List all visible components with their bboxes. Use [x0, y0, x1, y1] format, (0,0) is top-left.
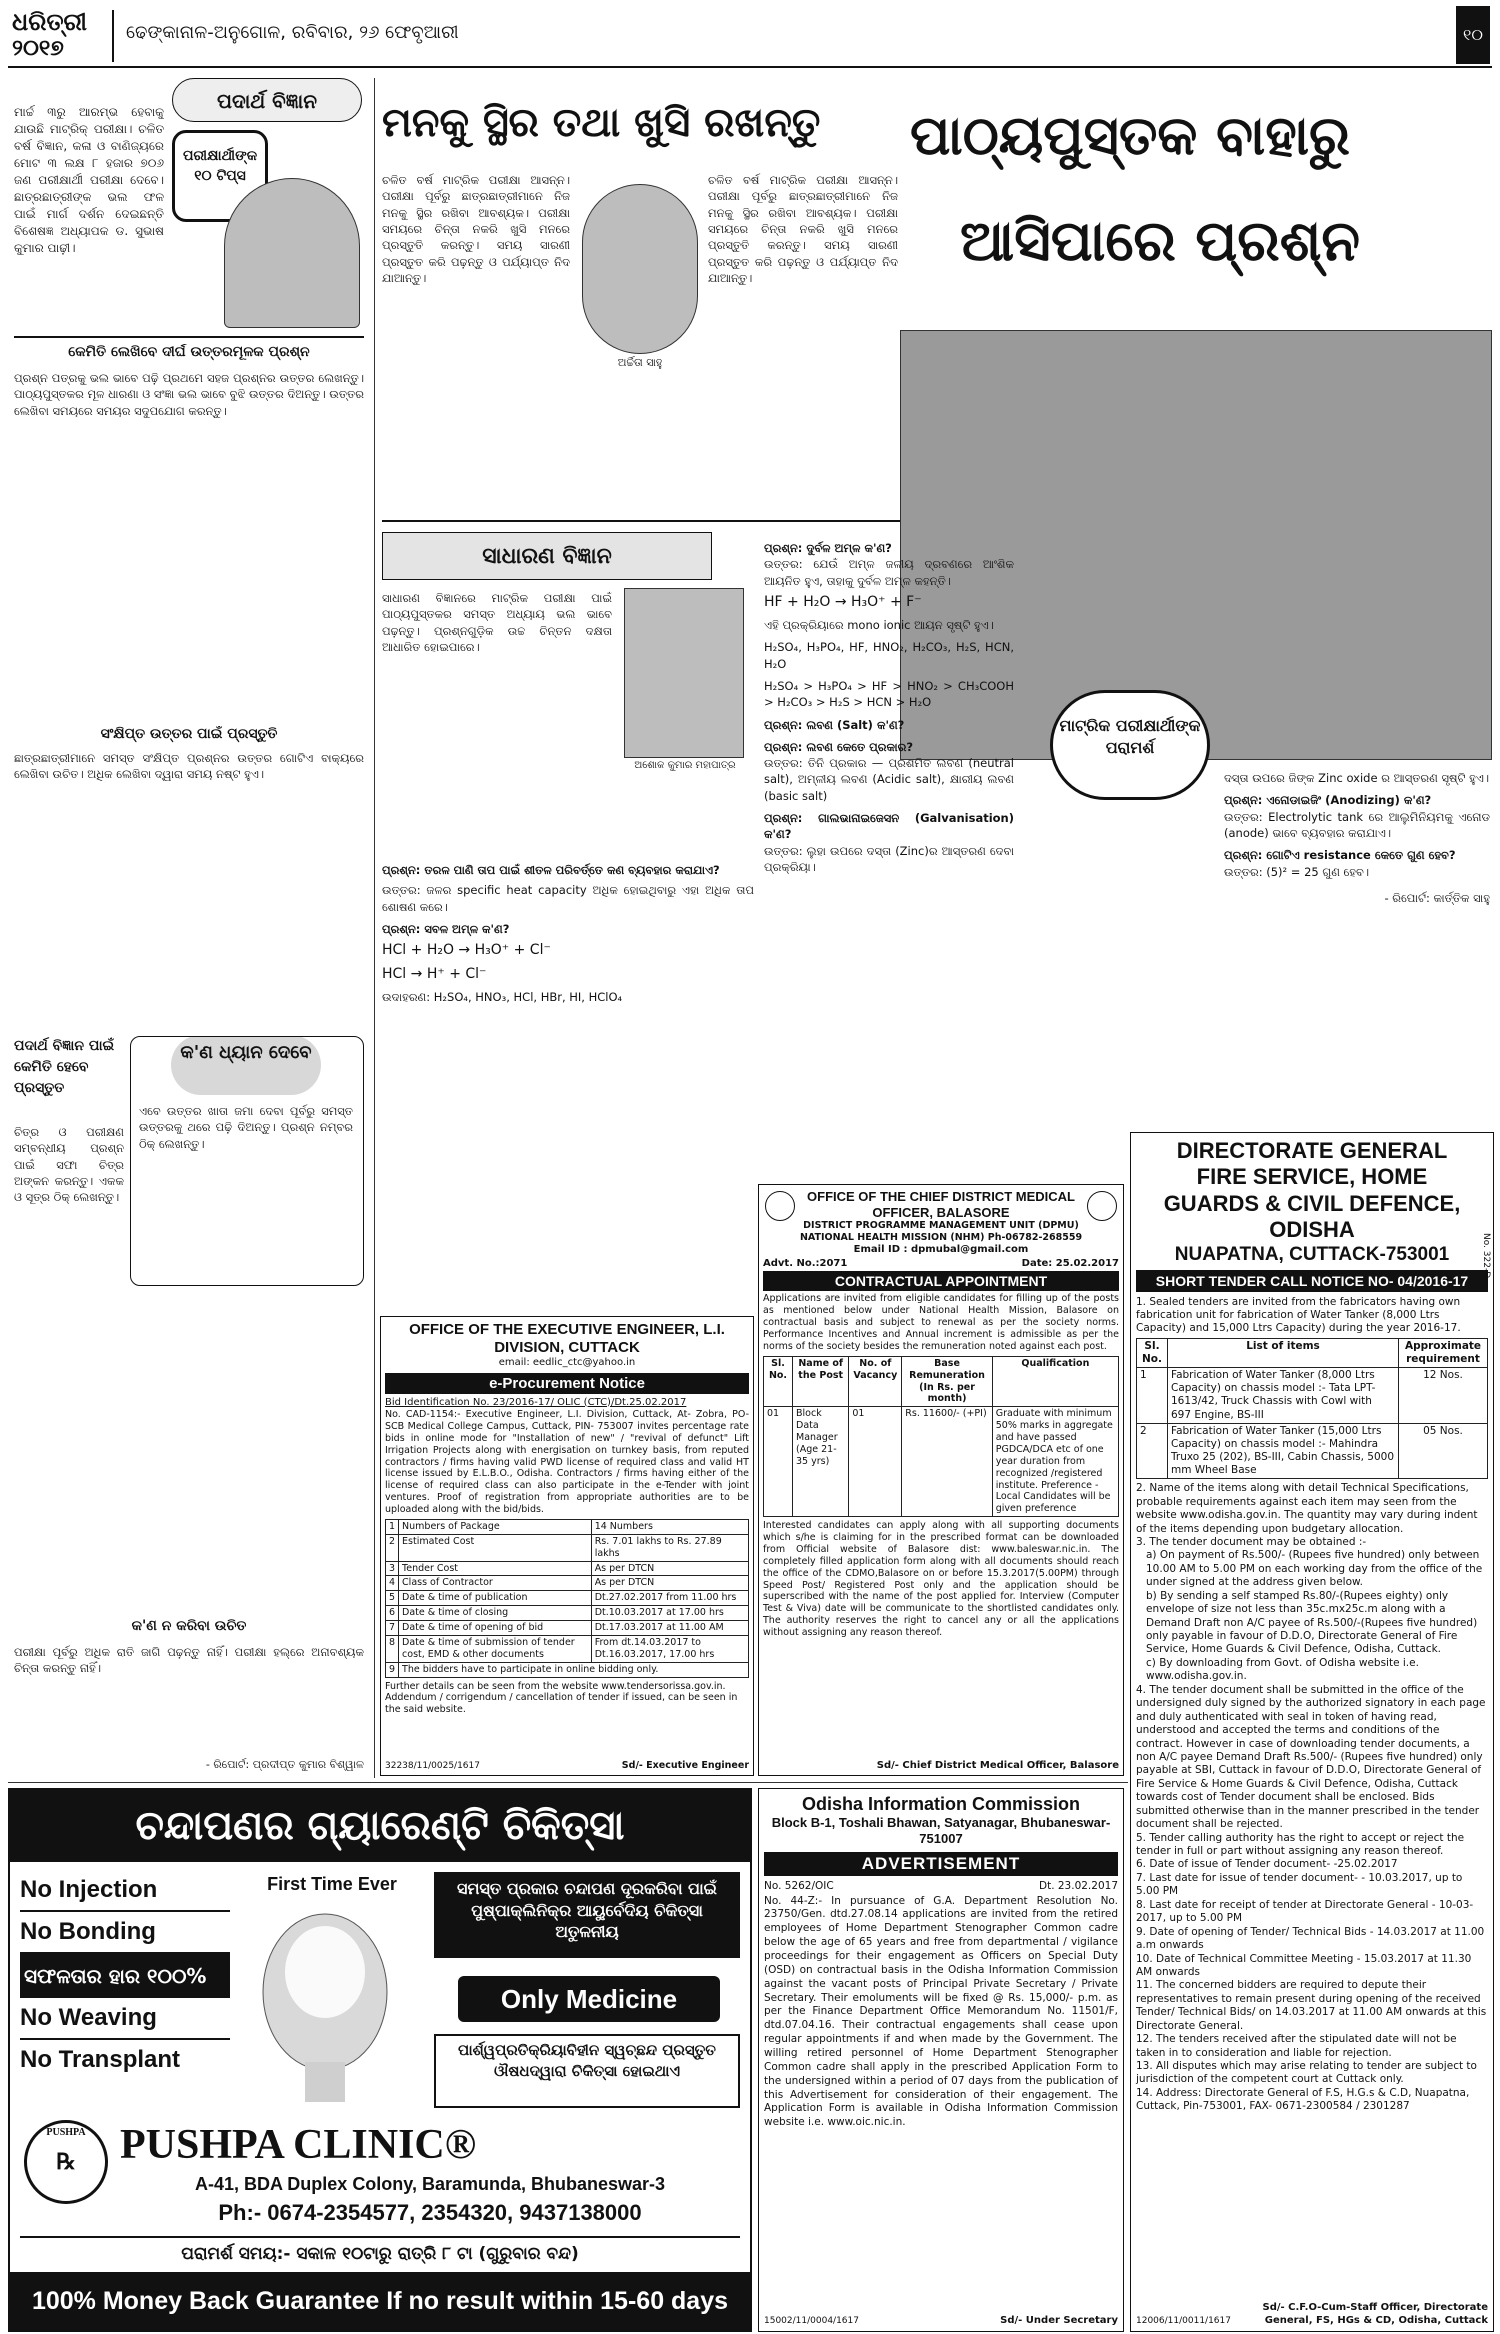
- reporter-left: - ରିପୋର୍ଟ: ପ୍ରଦୀପ୍ତ କୁମାର ବିଶ୍ୱାଳ: [205, 1758, 364, 1771]
- section-tag-physics: [172, 78, 362, 122]
- pushpa-phone: Ph:- 0674-2354577, 2354320, 9437138000: [218, 2200, 642, 2225]
- cdmo-email: Email ID : dpmubal@gmail.com: [853, 1243, 1029, 1255]
- cell: The bidders have to participate in online bidding only.: [399, 1662, 749, 1677]
- main-headline-line1: ପାଠ୍ୟପୁସ୍ତକ ବାହାରୁ: [910, 104, 1350, 167]
- ad-oic: [758, 1788, 1124, 2332]
- table-header: [1137, 1338, 1488, 1367]
- li-title: OFFICE OF THE EXECUTIVE ENGINEER, L.I. DIVISION, CUTTACK: [409, 1321, 725, 1356]
- cell: 2: [1137, 1423, 1168, 1479]
- subhead-short-answer: ସଂକ୍ଷିପ୍ତ ଉତ୍ତର ପାଇଁ ପ୍ରସ୍ତୁତି: [100, 726, 278, 742]
- chem-b-q1: ପ୍ରଶ୍ନ: ଏନୋଡାଇଜିଂ (Anodizing) କ'ଣ?: [1224, 793, 1432, 808]
- page-number: ୧୦: [1463, 25, 1483, 44]
- science-qa-block: [382, 862, 754, 1352]
- science-a1: ଉତ୍ତର: ଜଳର specific heat capacity ଅଧିକ ହୋଇଥିବାରୁ ଏହା ଅଧିକ ତାପ ଶୋଷଣ କରେ।: [382, 883, 754, 914]
- table-row: [764, 1407, 1119, 1517]
- cdmo-table: [763, 1356, 1119, 1517]
- no-transplant-label: No Transplant: [20, 2046, 181, 2073]
- no-weaving-label: No Weaving: [20, 1998, 230, 2040]
- science-intro: ସାଧାରଣ ବିଜ୍ଞାନରେ ମାଟ୍ରିକ ପରୀକ୍ଷା ପାଇଁ ପାଠ୍ୟପୁସ୍ତକର ସମସ୍ତ ଅଧ୍ୟାୟ ଭଲ ଭାବେ ପଢ଼ନ୍ତୁ। ପ୍ରଶ୍ନଗୁଡ଼ିକ ଉଚ୍ଚ ଚିନ୍ତନ ଦକ୍ଷତା ଆଧାରିତ ହୋଇପାରେ।: [382, 591, 612, 654]
- pushpa-logo-text: PUSHPA: [46, 2127, 86, 2138]
- science-eq2: HCl → H⁺ + Cl⁻: [382, 966, 487, 983]
- cell: 9: [386, 1662, 399, 1677]
- chem-order: H₂SO₄ > H₃PO₄ > HF > HNO₂ > CH₃COOH > H₂CO₃ > H₂S > HCN > H₂O: [764, 678, 1014, 710]
- li-bid-id: Bid Identification No. 23/2016-17/ OLIC (CTC)/Dt.25.02.2017: [385, 1396, 687, 1408]
- cell: Dt.17.03.2017 at 11.00 AM: [591, 1621, 748, 1636]
- li-ref: 32238/11/0025/1617: [385, 1760, 480, 1771]
- chem-a4: ଉତ୍ତର: ଲୁହା ଉପରେ ଦସ୍ତା (Zinc)ର ଆସ୍ତରଣ ଦେବା ପ୍ରକ୍ରିୟା।: [764, 843, 1014, 875]
- col-header: List of items: [1168, 1338, 1399, 1367]
- attention-box: [130, 1036, 364, 1286]
- cell: 1: [386, 1519, 399, 1534]
- fire-point: 8. Last date for receipt of tender at Directorate General - 10-03-2017, up to 5.00 PM: [1136, 1898, 1474, 1925]
- pushpa-address: A-41, BDA Duplex Colony, Baramunda, Bhubaneswar-3: [194, 2174, 666, 2194]
- chem-b1: ଦସ୍ତା ଉପରେ ଜିଙ୍କ Zinc oxide ର ଆସ୍ତରଣ ସୃଷ୍ଟି ହୁଏ।: [1224, 771, 1490, 785]
- table-row: [386, 1534, 749, 1561]
- para-short-answer: ଛାତ୍ରଛାତ୍ରୀମାନେ ସମସ୍ତ ସଂକ୍ଷିପ୍ତ ପ୍ରଶ୍ନର ଉତ୍ତର ଗୋଟିଏ ବାକ୍ୟରେ ଲେଖିବା ଉଚିତ। ଅଧିକ ଲେଖିବା ଦ୍ୱାରା ସମୟ ନଷ୍ଟ ହୁଏ।: [14, 751, 364, 782]
- cell: Block Data Manager (Age 21-35 yrs): [793, 1407, 849, 1517]
- fire-point: 10. Date of Technical Committee Meeting - 15.03.2017 at 11.30 AM onwards: [1136, 1952, 1472, 1978]
- fire-side-code: No. 322-D: [1481, 1233, 1491, 1279]
- cell: 14 Numbers: [591, 1519, 748, 1534]
- fire-table: [1136, 1338, 1488, 1479]
- cell: 01: [849, 1407, 902, 1517]
- oic-address: Block B-1, Toshali Bhawan, Satyanagar, Bhubaneswar-751007: [771, 1815, 1111, 1847]
- cell: 7: [386, 1621, 399, 1636]
- left-column: [14, 78, 366, 1778]
- date-line: ଢେଙ୍କାନାଳ-ଅନୁଗୋଳ, ରବିବାର, ୨୬ ଫେବୃଆରୀ: [126, 22, 459, 43]
- cell: Fabrication of Water Tanker (15,000 Ltrs Capacity) on chassis model :- Mahindra Truxo 25 (202), BS-III, Cabin Chassis, 5000 mm Wheel Base: [1168, 1423, 1399, 1479]
- pushpa-logo: [24, 2120, 108, 2204]
- cell: Rs. 7.01 lakhs to Rs. 27.89 lakhs: [591, 1534, 748, 1561]
- cell: As per DTCN: [591, 1576, 748, 1591]
- oic-ref: 15002/11/0004/1617: [764, 2315, 859, 2326]
- chem-a3: ଉତ୍ତର: ତିନି ପ୍ରକାର — ପ୍ରଶମିତ ଲବଣ (neutral salt), ଅମ୍ଳୀୟ ଲବଣ (Acidic salt), କ୍ଷାରୀୟ ଲବଣ (basic salt): [764, 756, 1014, 803]
- no-bonding-label: No Bonding: [20, 1912, 230, 1954]
- fire-point: a) On payment of Rs.500/- (Rupees five hundred) only between 10.00 AM to 5.00 PM on each working day from the office of the under signed at the address given below.: [1146, 1549, 1483, 1589]
- col-header: Base Remuneration (In Rs. per month): [902, 1356, 992, 1407]
- science-a2: ଉଦାହରଣ: H₂SO₄, HNO₃, HCl, HBr, HI, HClO₄: [382, 990, 623, 1005]
- science-tag-label: ସାଧାରଣ ବିଜ୍ଞାନ: [482, 544, 612, 569]
- cdmo-body: Interested candidates can apply along with all supporting documents which s/he is claiming for in the prescribed format can be downloaded from Official website of Balasore dist: www.baleswar.nic.in. The completely filled application form along with all documents should reach the office of the CDMO,Balasore on or before 15.3.2017(5.00PM) through Speed Post/ Registered Post only and the application should be superscribed with the name of the post applied for. Interview (Computer Test & Viva) date will be communicate to the shortlisted candidates only. The authority reserves the right to cancel any or all the applications without assigning any reason thereof.: [763, 1520, 1119, 1639]
- cell: 1: [1137, 1368, 1168, 1424]
- middle-body-right: ଚଳିତ ବର୍ଷ ମାଟ୍ରିକ ପରୀକ୍ଷା ଆସନ୍ନ। ପରୀକ୍ଷା ପୂର୍ବରୁ ଛାତ୍ରଛାତ୍ରୀମାନେ ନିଜ ମନକୁ ସ୍ଥିର ରଖିବା ଆବଶ୍ୟକ। ପରୀକ୍ଷା ସମୟରେ ଚିନ୍ତା ନକରି ଖୁସି ମନରେ ପ୍ରସ୍ତୁତି କରନ୍ତୁ। ସମୟ ସାରଣୀ ପ୍ରସ୍ତୁତ କରି ପଢ଼ନ୍ତୁ ଓ ପର୍ଯ୍ୟାପ୍ତ ନିଦ ଯାଆନ୍ତୁ।: [708, 173, 898, 285]
- fire-point: 13. All disputes which may arise relating to tender are subject to jurisdiction of the competent court at Cuttack only.: [1136, 2060, 1477, 2086]
- cdmo-sign: Sd/- Chief District Medical Officer, Balasore: [876, 1759, 1119, 1771]
- li-email: email: eedlic_ctc@yahoo.in: [498, 1357, 636, 1368]
- science-eq1: HCl + H₂O → H₃O⁺ + Cl⁻: [382, 942, 551, 959]
- cell: Fabrication of Water Tanker (8,000 Ltrs Capacity) on chassis model :- Tata LPT-1613/42, Truck Chassis with Cowl with 697 Engine, BS-III: [1168, 1368, 1399, 1424]
- emblem-left-icon: [765, 1191, 795, 1221]
- ad-li-division: [380, 1316, 754, 1776]
- fire-point: 12. The tenders received after the stipulated date will not be taken in to consideration and liable for rejection.: [1136, 2033, 1457, 2059]
- science-author-photo: [624, 588, 744, 758]
- cdmo-title: OFFICE OF THE CHIEF DISTRICT MEDICAL OFFICER, BALASORE: [807, 1189, 1075, 1220]
- pushpa-headline: ଚନ୍ଦାପଣର ଗ୍ୟାରେଣ୍ଟି ଚିକିତ୍ସା: [10, 1790, 750, 1862]
- cell: 05 Nos.: [1399, 1423, 1488, 1479]
- page-number-tab: [1456, 6, 1490, 64]
- para-dont: ପରୀକ୍ଷା ପୂର୍ବରୁ ଅଧିକ ରାତି ଜାଗି ପଢ଼ନ୍ତୁ ନାହିଁ। ପରୀକ୍ଷା ହଲ୍‌ରେ ଅନାବଶ୍ୟକ ଚିନ୍ତା କରନ୍ତୁ ନାହିଁ।: [14, 1645, 364, 1676]
- fire-point: 3. The tender document may be obtained :-: [1136, 1535, 1367, 1548]
- chem-a1: ଉତ୍ତର: ଯେଉଁ ଅମ୍ଳ ଜଳୀୟ ଦ୍ରବଣରେ ଆଂଶିକ ଆୟନିତ ହୁଏ, ତାହାକୁ ଦୁର୍ବଳ ଅମ୍ଳ କହନ୍ତି।: [764, 557, 1014, 588]
- table-row: [386, 1606, 749, 1621]
- ad-pushpa-clinic: [8, 1788, 752, 2332]
- para-diagrams: ଚିତ୍ର ଓ ପରୀକ୍ଷଣ ସମ୍ବନ୍ଧୀୟ ପ୍ରଶ୍ନ ପାଇଁ ସଫା ଚିତ୍ର ଅଙ୍କନ କରନ୍ତୁ। ଏକକ ଓ ସୂତ୍ର ଠିକ୍ ଲେଖନ୍ତୁ।: [14, 1125, 124, 1205]
- cell: Class of Contractor: [399, 1576, 592, 1591]
- fire-title: DIRECTORATE GENERAL FIRE SERVICE, HOME GUARDS & CIVIL DEFENCE, ODISHA: [1163, 1138, 1461, 1243]
- chem-q1: ପ୍ରଶ୍ନ: ଦୁର୍ବଳ ଅମ୍ଳ କ'ଣ?: [764, 541, 892, 555]
- pushpa-timing: ପରାମର୍ଶ ସମୟ:- ସକାଳ ୧୦ଟାରୁ ରାତ୍ରି ୮ ଟା (ଗୁରୁବାର ବନ୍ଦ): [20, 2236, 740, 2268]
- cell: Numbers of Package: [399, 1519, 592, 1534]
- col-header: Approximate requirement: [1399, 1338, 1488, 1367]
- science-photo-caption: ଅଶୋକ କୁମାର ମହାପାତ୍ର: [634, 760, 736, 771]
- fire-point: 4. The tender document shall be submitted in the office of the undersigned duly signed by the authorized signatory in each page and duly authenticated with seal in token of having read, understood and accepted the terms and conditions of the contract. However in case of downloading tender documents, a non A/C payee Demand Draft Rs.500/- (Rupees five hundred) only payable at SBI, Cuttack in favour of D.D.O, Directorate General of Fire Service & Home Guards & Civil Defence, Odisha, Cuttack towards cost of Tender document shall be enclosed. Bids submitted otherwise than in the manner prescribed in the tender document shall be rejected.: [1136, 1683, 1486, 1831]
- author-photo: [224, 178, 360, 328]
- tips-badge-label: ପରୀକ୍ଷାର୍ଥୀଙ୍କ ୧୦ ଟିପ୍ସ: [182, 148, 258, 184]
- cell: 4: [386, 1576, 399, 1591]
- col-header: Name of the Post: [793, 1356, 849, 1407]
- col-header: Qualification: [992, 1356, 1118, 1407]
- fire-points: [1136, 1482, 1488, 2114]
- oic-body: No. 44-Z:- In pursuance of G.A. Department Resolution No. 23750/Gen. dtd.27.08.14 applications are invited from the retired employees of Home Department Stenographer Common cadre below the age of 65 years and free from departmental / vigilance proceedings for their engagement as Officers on Special Duty (OSD) on contractual basis in the Odisha Information Commission against the vacant posts of Principal Private Secretary / Private Secretary. Their emoluments will be fixed @ Rs. 15,000/- p.m. as per the Finance Department Office Memorandum No. 11501/F, dtd.07.04.16. Their contractual engagements shall cease upon regular appointments if and when made by the Government. The willing retired personnel of Home Department Stenographer Common cadre shall apply in the prescribed Application Form to the undersigned within a period of 07 days from the publication of this Advertisement for consideration of their engagement. The Application Form is available in Odisha Information Commission website i.e. www.oic.nic.in.: [764, 1894, 1118, 2129]
- cdmo-intro: Applications are invited from eligible candidates for filling up of the posts as mentioned below under National Health Mission, Balasore on contractual basis and subject to renewal as per the society norms. Performance Incentives and Annual increment is admissible as per the norms of the society besides the remuneration noted against each post.: [763, 1293, 1119, 1352]
- col-header: Sl. No.: [1137, 1338, 1168, 1367]
- fire-point: c) By downloading from Govt. of Odisha website i.e. www.odisha.gov.in.: [1146, 1656, 1419, 1683]
- section-tag-label: ପଦାର୍ଥ ବିଜ୍ଞାନ: [216, 89, 317, 113]
- sidebar-heading: ପଦାର୍ଥ ବିଜ୍ଞାନ ପାଇଁ କେମିତି ହେବେ ପ୍ରସ୍ତୁତ: [14, 1038, 115, 1096]
- middle-headline: ମନକୁ ସ୍ଥିର ତଥା ଖୁସି ରଖନ୍ତୁ: [382, 100, 821, 146]
- para-long-answer: ପ୍ରଶ୍ନ ପତ୍ରକୁ ଭଲ ଭାବେ ପଢ଼ି ପ୍ରଥମେ ସହଜ ପ୍ରଶ୍ନର ଉତ୍ତର ଲେଖନ୍ତୁ। ପାଠ୍ୟପୁସ୍ତକର ମୂଳ ଧାରଣା ଓ ସଂଜ୍ଞା ଭଲ ଭାବେ ବୁଝି ଉତ୍ତର ଦିଅନ୍ତୁ। ଉତ୍ତର ଲେଖିବା ସମୟରେ ସମୟର ସଦୁପଯୋଗ କରନ୍ତୁ।: [14, 371, 364, 418]
- only-medicine-label: Only Medicine: [458, 1976, 720, 2022]
- fire-point: 7. Last date for issue of tender document- - 10.03.2017, up to 5.00 PM: [1136, 1871, 1463, 1898]
- table-row: [386, 1662, 749, 1677]
- col-header: Sl. No.: [764, 1356, 793, 1407]
- li-table: [385, 1519, 749, 1678]
- cell: Date & time of opening of bid: [399, 1621, 592, 1636]
- fire-point: 2. Name of the items along with detail Technical Specifications, probable requirements against each item may seen from the website www.odisha.gov.in. The quantity may vary during indent of the items depending upon budgetary allocation.: [1136, 1482, 1478, 1535]
- fire-bar: SHORT TENDER CALL NOTICE NO- 04/2016-17: [1136, 1270, 1488, 1292]
- li-body: No. CAD-1154:- Executive Engineer, L.I. Division, Cuttack, At- Zobra, PO- SCB Medical College Campus, Cuttack, PIN- 753007 invites percentage rate bids in online mode for "Installation of new" / "revival of defunct" Lift Irrigation Projects along with energisation on turnkey basis, from reputed contractors / firms having valid PWD license of required class and valid HT license issued by E.L.B.O., Odisha. Contractors / firms having either of the license of required class can also participate in the e-Tender with joint ventures. Proof of registration from appropriate authorities are to be uploaded along with the bid/bids.: [385, 1409, 749, 1515]
- pushpa-description: ସମସ୍ତ ପ୍ରକାର ଚନ୍ଦାପଣ ଦୂରକରିବା ପାଇଁ ପୁଷ୍ପାକ୍ଲିନିକ୍‌ର ଆୟୁର୍ବେଦିୟ ଚିକିତ୍ସା ଅତୁଳନୀୟ: [434, 1872, 740, 1958]
- table-row: [386, 1576, 749, 1591]
- fire-point: 11. The concerned bidders are required to depute their representatives to remain present during opening of the received Tender/ Technical Bids/ on 14.03.2017 at 11.00 AM onwards at this Directorate General.: [1136, 1979, 1487, 2032]
- brand-name: ଧରିତ୍ରୀ: [12, 8, 87, 36]
- fire-point: 14. Address: Directorate General of F.S, H.G.s & C.D, Nuapatna, Cuttack, Pin-753001, FAX- 0671-2300584 / 2301287: [1136, 2086, 1470, 2113]
- fire-point: 5. Tender calling authority has the right to accept or reject the tender in full or part without assigning any reason thereof.: [1136, 1831, 1465, 1857]
- li-footer: Further details can be seen from the website www.tendersorissa.gov.in. Addendum / corrigendum / cancellation of tender if issued, can be seen in the said website.: [385, 1680, 738, 1716]
- science-q1: ପ୍ରଶ୍ନ: ତରଳ ପାଣି ତାପ ପାଇଁ ଶୀତଳ ପରିବର୍ତ୍ତେ କଣ ବ୍ୟବହାର କରାଯାଏ?: [382, 863, 720, 877]
- oic-no: No. 5262/OIC: [764, 1879, 834, 1892]
- pushpa-side-note: ପାର୍ଶ୍ୱପ୍ରତିକ୍ରିୟାବିହୀନ ସ୍ୱଚ୍ଛନ୍ଦ ପ୍ରସ୍ତୁତ ଔଷଧଦ୍ୱାରା ଚିକିତ୍ସା ହୋଇଥାଏ: [434, 2034, 740, 2108]
- fire-point: b) By sending a self stamped Rs.80/-(Rupees eighty) only envelope of size not less than 35c.mx25c.m along with a Demand Draft non A/C payee of Rs.500/-(Rupees five hundred) only payable in favour of D.D.O, Directorate General of Fire Service, Home Guards & Civil Defence, Odisha, Cuttack.: [1146, 1589, 1478, 1656]
- middle-body-left: ଚଳିତ ବର୍ଷ ମାଟ୍ରିକ ପରୀକ୍ଷା ଆସନ୍ନ। ପରୀକ୍ଷା ପୂର୍ବରୁ ଛାତ୍ରଛାତ୍ରୀମାନେ ନିଜ ମନକୁ ସ୍ଥିର ରଖିବା ଆବଶ୍ୟକ। ପରୀକ୍ଷା ସମୟରେ ଚିନ୍ତା ନକରି ଖୁସି ମନରେ ପ୍ରସ୍ତୁତି କରନ୍ତୁ। ସମୟ ସାରଣୀ ପ୍ରସ୍ତୁତ କରି ପଢ଼ନ୍ତୁ ଓ ପର୍ଯ୍ୟାପ୍ତ ନିଦ ଯାଆନ୍ତୁ।: [382, 173, 570, 285]
- cell: 01: [764, 1407, 793, 1517]
- attention-text: ଏବେ ଉତ୍ତର ଖାତା ଜମା ଦେବା ପୂର୍ବରୁ ସମସ୍ତ ଉତ୍ତରକୁ ଥରେ ପଢ଼ି ଦିଅନ୍ତୁ। ପ୍ରଶ୍ନ ନମ୍ବର ଠିକ୍ ଲେଖନ୍ତୁ।: [139, 1104, 353, 1151]
- table-row: [386, 1591, 749, 1606]
- ad-fire-service: [1130, 1132, 1494, 2332]
- chemistry-col-b: [1224, 770, 1490, 1130]
- table-row: [386, 1519, 749, 1534]
- chem-a1b: ଏହି ପ୍ରକ୍ରିୟାରେ mono ionic ଆୟନ ସୃଷ୍ଟି ହୁଏ।: [764, 617, 994, 632]
- cell: Rs. 11600/- (+PI): [902, 1407, 992, 1517]
- masthead: [8, 6, 1492, 68]
- table-row: [1137, 1368, 1488, 1424]
- middle-photo-caption: ଅର୍ଚ୍ଚିତା ସାହୁ: [617, 356, 663, 369]
- attention-badge: କ'ଣ ଧ୍ୟାନ ଦେବେ: [171, 1036, 321, 1095]
- money-back-guarantee: 100% Money Back Guarantee If no result within 15-60 days: [10, 2272, 750, 2330]
- fire-intro: 1. Sealed tenders are invited from the fabricators having own fabrication unit for fabrication of Water Tanker (8,000 Ltrs Capacity) and 15,000 Ltrs Capacity) during the year 2016-17.: [1136, 1295, 1461, 1334]
- oic-sign: Sd/- Under Secretary: [1000, 2314, 1118, 2326]
- brand-year: ୨୦୧୭: [12, 36, 64, 61]
- chem-q4: ପ୍ରଶ୍ନ: ଗାଲଭାନାଇଜେସନ (Galvanisation) କ'ଣ?: [764, 811, 1014, 842]
- table-row: [386, 1561, 749, 1576]
- cell: 2: [386, 1534, 399, 1561]
- cell: Date & time of submission of tender cost, EMD & other documents: [399, 1635, 592, 1662]
- fire-point: 6. Date of issue of Tender document- -25.02.2017: [1136, 1858, 1398, 1871]
- cell: Dt.27.02.2017 from 11.00 hrs: [591, 1591, 748, 1606]
- table-header: [764, 1356, 1119, 1407]
- pushpa-left-list: [20, 1870, 230, 2110]
- cell: Tender Cost: [399, 1561, 592, 1576]
- oic-bar: ADVERTISEMENT: [764, 1852, 1118, 1876]
- matric-badge-label: ମାଟ୍ରିକ ପରୀକ୍ଷାର୍ଥୀଙ୍କ ପରାମର୍ଶ: [1059, 716, 1201, 758]
- chem-q3: ପ୍ରଶ୍ନ: ଲବଣ କେତେ ପ୍ରକାର?: [764, 739, 913, 754]
- chem-eq1: HF + H₂O → H₃O⁺ + F⁻: [764, 593, 922, 610]
- cdmo-subtitle: DISTRICT PROGRAMME MANAGEMENT UNIT (DPMU) NATIONAL HEALTH MISSION (NHM) Ph-06782-268559: [799, 1220, 1083, 1244]
- cell: As per DTCN: [591, 1561, 748, 1576]
- col-header: No. of Vacancy: [849, 1356, 902, 1407]
- main-headline-line2: ଆସିପାରେ ପ୍ରଶ୍ନ: [960, 209, 1360, 274]
- ad-cdmo-balasore: [758, 1184, 1124, 1776]
- cell: 12 Nos.: [1399, 1368, 1488, 1424]
- head-silhouette-icon: [250, 1902, 400, 2102]
- cell: 5: [386, 1591, 399, 1606]
- success-rate-label: ସଫଳତାର ହାର ୧୦୦%: [20, 1954, 230, 1998]
- chemistry-col-a: [764, 540, 1014, 1200]
- table-row: [1137, 1423, 1488, 1479]
- emblem-right-icon: [1087, 1191, 1117, 1221]
- cdmo-advt-no: Advt. No.:2071: [763, 1258, 848, 1270]
- table-row: [386, 1621, 749, 1636]
- no-injection-label: No Injection: [20, 1870, 230, 1912]
- section-tag-science: [382, 532, 712, 580]
- reporter-right: - ରିପୋର୍ଟ: କାର୍ତ୍ତିକ ସାହୁ: [1384, 890, 1490, 905]
- cell: 6: [386, 1606, 399, 1621]
- li-sign: Sd/- Executive Engineer: [621, 1760, 749, 1772]
- li-bar: e-Procurement Notice: [385, 1373, 749, 1394]
- chem-b-a1: ଉତ୍ତର: Electrolytic tank ରେ ଆଲୁମିନିୟମକୁ ଏନୋଡ (anode) ଭାବେ ବ୍ୟବହାର କରାଯାଏ।: [1224, 809, 1490, 840]
- fire-address: NUAPATNA, CUTTACK-753001: [1174, 1243, 1450, 1265]
- cell: 8: [386, 1635, 399, 1662]
- science-q2: ପ୍ରଶ୍ନ: ସବଳ ଅମ୍ଳ କ'ଣ?: [382, 921, 510, 936]
- logo-rx-icon: ℞: [56, 2149, 76, 2174]
- matric-badge: [1050, 690, 1210, 800]
- fire-point: 9. Date of opening of Tender/ Technical Bids - 14.03.2017 at 11.00 a.m onwards: [1136, 1925, 1485, 1952]
- cell: Date & time of publication: [399, 1591, 592, 1606]
- chem-b-q2: ପ୍ରଶ୍ନ: ଗୋଟିଏ resistance କେତେ ଗୁଣ ହେବ?: [1224, 848, 1456, 863]
- cell: Dt.10.03.2017 at 17.00 hrs: [591, 1606, 748, 1621]
- subhead-dont: କ'ଣ ନ କରିବା ଉଚିତ: [131, 1618, 247, 1634]
- bald-head-illustration: [250, 1902, 400, 2102]
- subhead-long-answer: କେମିତି ଲେଖିବେ ଦୀର୍ଘ ଉତ୍ତରମୂଳକ ପ୍ରଶ୍ନ: [68, 344, 310, 360]
- cell: Date & time of closing: [399, 1606, 592, 1621]
- cdmo-date: Date: 25.02.2017: [1021, 1258, 1119, 1270]
- chem-b-a2: ଉତ୍ତର: (5)² = 25 ଗୁଣ ହେବ।: [1224, 864, 1370, 879]
- intro-text: ମାର୍ଚ୍ଚ ୩ରୁ ଆରମ୍ଭ ହେବାକୁ ଯାଉଛି ମାଟ୍ରିକ୍ ପରୀକ୍ଷା। ଚଳିତ ବର୍ଷ ବିଜ୍ଞାନ, କଳା ଓ ବାଣିଜ୍ୟରେ ମୋଟ ୩ ଲକ୍ଷ ୮ ହଜାର ୭୦୬ ଜଣ ପରୀକ୍ଷାର୍ଥୀ ପରୀକ୍ଷା ଦେବେ। ଛାତ୍ରଛାତ୍ରୀଙ୍କ ଭଲ ଫଳ ପାଇଁ ମାର୍ଗ ଦର୍ଶନ ଦେଇଛନ୍ତି ବିଶେଷଜ୍ଞ ଅଧ୍ୟାପକ ଡ. ସୁଭାଷ କୁମାର ପାଢ଼ୀ।: [14, 105, 164, 256]
- cell: Graduate with minimum 50% marks in aggregate and have passed PGDCA/DCA etc of one year duration from recognized /registered institute. Preference - Local Candidates will be given preference: [992, 1407, 1118, 1517]
- author-photo-middle: [582, 184, 698, 354]
- oic-date: Dt. 23.02.2017: [1039, 1879, 1118, 1892]
- first-time-label: First Time Ever: [267, 1874, 397, 1894]
- chem-q2: ପ୍ରଶ୍ନ: ଲବଣ (Salt) କ'ଣ?: [764, 717, 905, 732]
- fire-ref: 12006/11/0011/1617: [1136, 2315, 1231, 2326]
- table-row: [386, 1635, 749, 1662]
- cdmo-bar: CONTRACTUAL APPOINTMENT: [763, 1271, 1119, 1291]
- pushpa-clinic-name: PUSHPA CLINIC®: [120, 2122, 477, 2168]
- fire-sign: Sd/- C.F.O-Cum-Staff Officer, Directorate General, FS, HGs & CD, Odisha, Cuttack: [1262, 2302, 1488, 2326]
- cell: From dt.14.03.2017 to Dt.16.03.2017, 17.00 hrs: [591, 1635, 748, 1662]
- cell: 3: [386, 1561, 399, 1576]
- cell: Estimated Cost: [399, 1534, 592, 1561]
- chem-acids: H₂SO₄, H₃PO₄, HF, HNO₂, H₂CO₃, H₂S, HCN, H₂O: [764, 640, 1014, 671]
- oic-title: Odisha Information Commission: [801, 1794, 1081, 1814]
